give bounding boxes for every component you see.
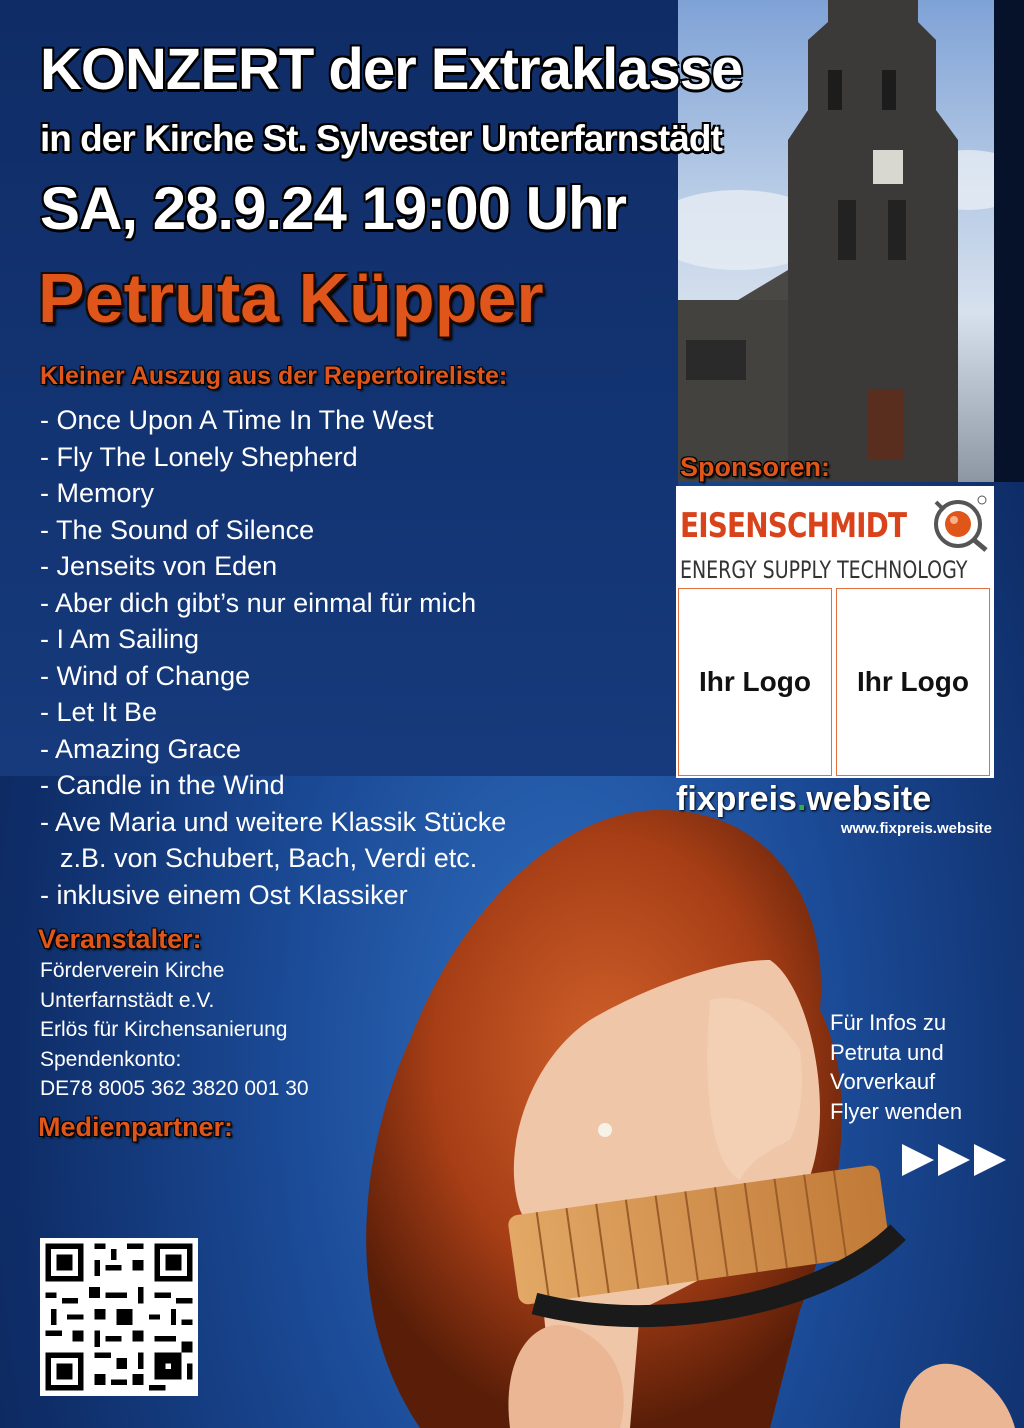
poster-title: KONZERT der Extraklasse [40, 37, 743, 102]
venue-line: in der Kirche St. Sylvester Unterfarnstädt [40, 118, 722, 159]
iban: DE78 8005 362 3820 001 30 [40, 1077, 309, 1100]
list-item: - Fly The Lonely Shepherd [40, 441, 358, 472]
right-edge-dark-strip [994, 0, 1024, 482]
organizer-heading: Veranstalter: [38, 924, 202, 954]
repertoire-list [40, 402, 506, 913]
triple-right-arrow-icon [900, 1140, 1010, 1180]
info-line: Für Infos zu [830, 1010, 947, 1035]
fixpreis-dot: . [796, 780, 807, 818]
eisenschmidt-logo[interactable] [676, 486, 994, 586]
list-item: - Candle in the Wind [40, 770, 285, 800]
date-time: SA, 28.9.24 19:00 Uhr [40, 175, 627, 242]
artist-name: Petruta Küpper [38, 259, 544, 337]
list-item: - Wind of Change [40, 660, 251, 691]
list-item: - Once Upon A Time In The West [40, 405, 434, 435]
fixpreis-logo[interactable] [676, 780, 931, 819]
sponsor-logo-slot-1[interactable]: Ihr Logo [678, 588, 832, 776]
list-item: - I Am Sailing [40, 624, 200, 654]
organizer-line: Spendenkonto: [40, 1047, 182, 1071]
list-item: - Aber dich gibt’s nur einmal für mich [40, 587, 477, 618]
list-item: - Jenseits von Eden [40, 551, 278, 581]
sponsors-heading: Sponsoren: [680, 452, 831, 482]
info-line: Petruta und [830, 1039, 944, 1065]
website-url[interactable]: www.fixpreis.website [840, 820, 992, 837]
organizer-line: Förderverein Kirche [40, 959, 225, 982]
list-item: z.B. von Schubert, Bach, Verdi etc. [60, 843, 478, 873]
fixpreis-tld: website [806, 780, 932, 818]
organizer-line: Erlös für Kirchensanierung [40, 1018, 288, 1041]
organizer-details [40, 956, 309, 1104]
list-item: - inklusive einem Ost Klassiker [40, 879, 408, 910]
qr-code[interactable] [40, 1238, 198, 1396]
eisenschmidt-wordmark: EISENSCHMIDT [680, 506, 907, 546]
list-item: - Ave Maria und weitere Klassik Stücke [40, 806, 507, 837]
list-item: - Amazing Grace [40, 733, 242, 764]
info-note [830, 1008, 962, 1126]
repertoire-heading: Kleiner Auszug aus der Repertoireliste: [40, 362, 508, 390]
organizer-line: Unterfarnstädt e.V. [40, 988, 215, 1012]
eisenschmidt-emblem-icon [930, 492, 990, 552]
info-line: Flyer wenden [830, 1098, 963, 1124]
media-partner-heading: Medienpartner: [38, 1112, 234, 1142]
fixpreis-name: fixpreis [676, 780, 797, 818]
list-item: - Memory [40, 478, 154, 508]
info-line: Vorverkauf [830, 1069, 936, 1094]
sponsors-panel [676, 486, 994, 778]
eisenschmidt-tagline: ENERGY SUPPLY TECHNOLOGY [680, 556, 968, 584]
list-item: - Let It Be [40, 697, 158, 727]
sponsor-logo-slot-2[interactable]: Ihr Logo [836, 588, 990, 776]
list-item: - The Sound of Silence [40, 514, 315, 545]
